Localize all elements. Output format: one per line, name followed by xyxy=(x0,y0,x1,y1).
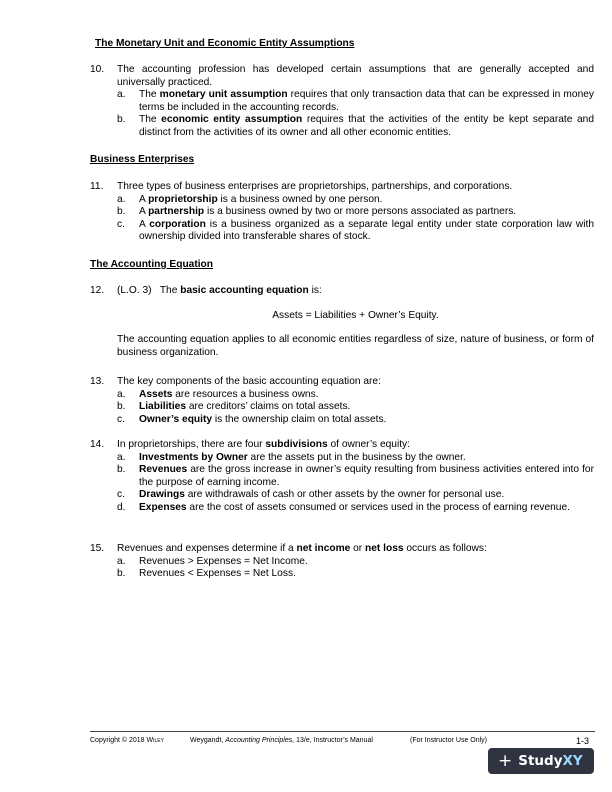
sub-text: are withdrawals of cash or other assets by the owner for personal use. xyxy=(184,489,505,501)
section-heading-business-enterprises: Business Enterprises xyxy=(90,154,195,165)
sub-text: are creditors’ claims on total assets. xyxy=(186,401,351,413)
item-text-tail: is: xyxy=(308,285,322,296)
sub-letter: b. xyxy=(117,464,126,476)
book-title: Accounting Principles, xyxy=(225,737,295,744)
item-number: 12. xyxy=(90,285,105,296)
list-item-14 xyxy=(90,439,594,515)
plus-icon: + xyxy=(498,750,513,771)
item-text-mid: or xyxy=(350,543,366,554)
footer-copyright xyxy=(90,736,164,745)
sub-item-13b xyxy=(117,401,594,414)
accounting-equation: Assets = Liabilities + Owner’s Equity. xyxy=(272,309,439,321)
sub-text: Revenues < Expenses = Net Loss. xyxy=(139,568,296,580)
term-partnership: partnership xyxy=(148,206,205,218)
sub-text: are the assets put in the business by the owner. xyxy=(247,451,466,463)
item-number: 10. xyxy=(90,64,105,75)
edition-text: 13/e, Instructor’s Manual xyxy=(296,737,373,744)
term-drawings: Drawings xyxy=(139,489,185,501)
list-item-11 xyxy=(90,181,594,244)
term-net-loss: net loss xyxy=(365,543,404,554)
term-proprietorship: proprietorship xyxy=(148,193,218,205)
sub-item-14a xyxy=(117,452,594,465)
item-number: 15. xyxy=(90,543,105,554)
section-heading-monetary-unit: The Monetary Unit and Economic Entity Assumptions xyxy=(95,38,355,49)
item-number: 14. xyxy=(90,439,105,450)
sub-letter: b. xyxy=(117,401,126,413)
badge-suffix: XY xyxy=(562,752,583,769)
item-text xyxy=(117,285,594,298)
sub-item-10a xyxy=(117,89,594,114)
sub-item-10b xyxy=(117,114,594,139)
sub-text: is a business owned by two or more persons associated as partners. xyxy=(204,206,517,218)
sub-item-13c xyxy=(117,414,594,427)
equation-paragraph: The accounting equation applies to all economic entities regardless of size, nature of business, or form of business organization. xyxy=(117,334,594,358)
term-assets: Assets xyxy=(139,388,173,400)
list-item-12 xyxy=(90,285,594,359)
sub-letter: c. xyxy=(117,413,125,425)
term-revenues: Revenues xyxy=(139,464,188,476)
sub-item-15a xyxy=(117,556,594,569)
list-item-15 xyxy=(90,543,594,581)
sub-text: The xyxy=(139,89,160,101)
sub-text: The xyxy=(139,114,162,126)
sub-letter: b. xyxy=(117,568,126,580)
sub-letter: a. xyxy=(117,388,126,400)
footer-divider xyxy=(90,731,595,732)
sub-text: are the cost of assets consumed or services used in the process of earning revenue. xyxy=(186,501,570,513)
studyxy-logo-badge[interactable] xyxy=(488,748,594,774)
sub-text: is a business organized as a separate legal entity under state corporation law with ownership divided into transferable shares of stock. xyxy=(139,218,594,243)
sub-text: A xyxy=(139,193,149,205)
sub-item-11b xyxy=(117,206,594,219)
badge-name: Study xyxy=(518,752,563,769)
sub-text: A xyxy=(139,218,150,230)
sub-item-13a xyxy=(117,389,594,402)
lo-reference: (L.O. 3) The xyxy=(117,285,181,296)
term-economic-entity-assumption: economic entity assumption xyxy=(161,114,303,126)
term-liabilities: Liabilities xyxy=(139,401,186,413)
section-heading-accounting-equation: The Accounting Equation xyxy=(90,259,213,270)
item-text-head: Revenues and expenses determine if a xyxy=(117,543,297,554)
footer-book-info xyxy=(190,736,373,745)
sub-letter: d. xyxy=(117,501,126,513)
term-owners-equity: Owner’s equity xyxy=(139,413,213,425)
sub-item-14d xyxy=(117,502,594,515)
sub-item-14c xyxy=(117,489,594,502)
term-monetary-unit-assumption: monetary unit assumption xyxy=(159,89,288,101)
term-investments-by-owner: Investments by Owner xyxy=(139,451,248,463)
sub-text: is a business owned by one person. xyxy=(217,193,383,205)
sub-item-15b xyxy=(117,568,594,581)
term-net-income: net income xyxy=(296,543,351,554)
item-number: 13. xyxy=(90,376,105,387)
item-text-head: In proprietorships, there are four xyxy=(117,439,266,450)
term-expenses: Expenses xyxy=(139,501,187,513)
item-text: The key components of the basic accounting equation are: xyxy=(117,376,381,387)
sub-text: A xyxy=(139,206,149,218)
publisher-name: Wiley xyxy=(146,737,164,744)
footer-note: (For Instructor Use Only) xyxy=(410,737,488,744)
item-text: Three types of business enterprises are proprietorships, partnerships, and corporations. xyxy=(117,181,513,192)
sub-item-11c xyxy=(117,219,594,244)
sub-text: are resources a business owns. xyxy=(172,388,319,400)
sub-letter: c. xyxy=(117,218,125,230)
sub-text: is the ownership claim on total assets. xyxy=(212,413,387,425)
item-number: 11. xyxy=(90,181,104,192)
term-corporation: corporation xyxy=(149,218,206,230)
item-text-tail: occurs as follows: xyxy=(403,543,487,554)
sub-letter: b. xyxy=(117,114,126,126)
sub-letter: a. xyxy=(117,193,126,205)
sub-item-14b xyxy=(117,464,594,489)
term-basic-accounting-equation: basic accounting equation xyxy=(180,285,309,296)
list-item-13 xyxy=(90,376,594,426)
sub-item-11a xyxy=(117,194,594,207)
copyright-text: Copyright © 2018 xyxy=(90,737,145,744)
sub-text: requires that the activities of the entity be kept separate and distinct from the activities of its owner and all other economic entities. xyxy=(139,114,594,138)
page-number: 1-3 xyxy=(576,736,590,746)
term-subdivisions: subdivisions xyxy=(265,439,328,450)
item-text xyxy=(117,543,594,556)
sub-letter: c. xyxy=(117,489,125,501)
sub-text: requires that only transaction data that can be expressed in money terms be included in the accounting records. xyxy=(139,89,594,113)
sub-text: are the gross increase in owner’s equity resulting from business activities entered into for the purpose of earning income. xyxy=(139,464,594,488)
author-name: Weygandt, xyxy=(190,737,224,744)
item-text-tail: of owner’s equity: xyxy=(327,439,410,450)
sub-text: Revenues > Expenses = Net Income. xyxy=(139,555,308,567)
sub-letter: b. xyxy=(117,206,126,218)
item-text: The accounting profession has developed certain assumptions that are generally accepted and universally practiced. xyxy=(117,64,594,88)
sub-letter: a. xyxy=(117,89,126,101)
sub-letter: a. xyxy=(117,451,126,463)
sub-letter: a. xyxy=(117,555,126,567)
item-text xyxy=(117,439,594,452)
list-item-10 xyxy=(90,64,594,140)
